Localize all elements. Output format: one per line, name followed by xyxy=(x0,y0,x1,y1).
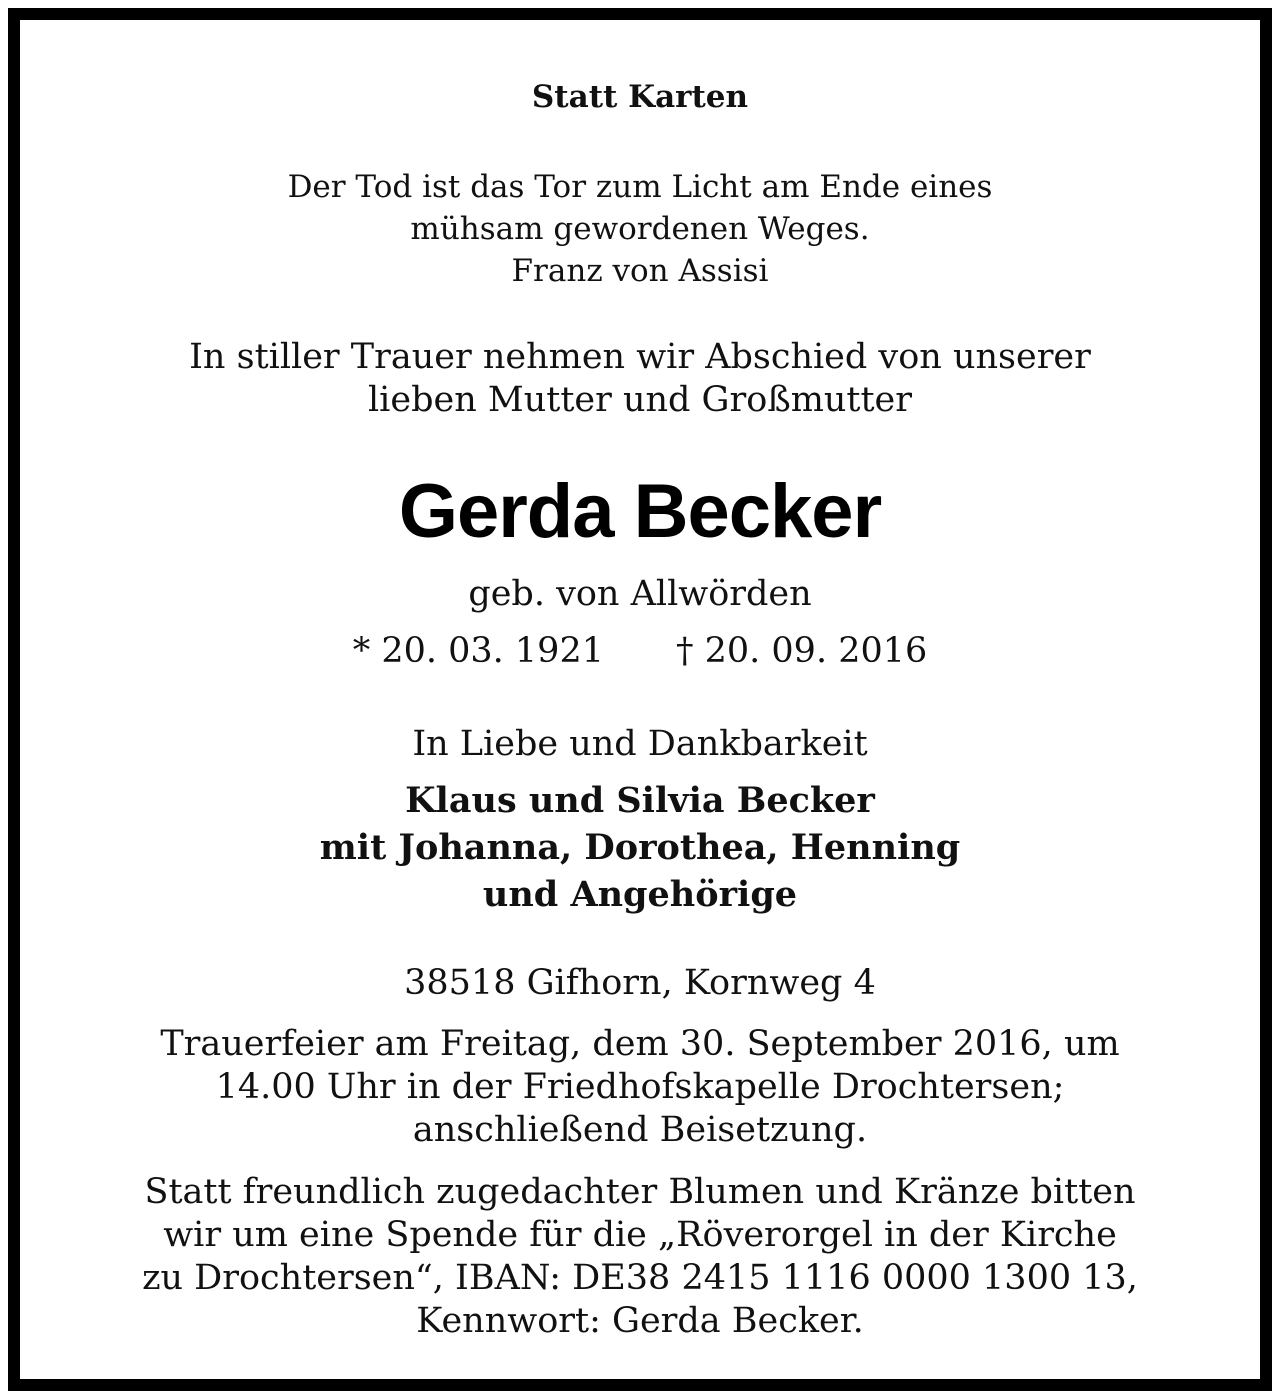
donation-line-3: zu Drochtersen“, IBAN: DE38 2415 1116 0000 1300 13, xyxy=(142,1258,1138,1298)
ceremony-line-2: 14.00 Uhr in der Friedhofskapelle Drochtersen; xyxy=(215,1067,1065,1107)
mourners-line-2: mit Johanna, Dorothea, Henning xyxy=(319,827,961,868)
intro-line-1: In stiller Trauer nehmen wir Abschied von unserer xyxy=(189,337,1091,377)
donation-line-2: wir um eine Spende für die „Röverorgel in der Kirche xyxy=(163,1215,1117,1255)
header-title: Statt Karten xyxy=(531,79,749,115)
deceased-name: Gerda Becker xyxy=(398,469,882,554)
quote-line-1: Der Tod ist das Tor zum Licht am Ende eines xyxy=(287,169,993,205)
quote-author: Franz von Assisi xyxy=(511,253,769,289)
donation-line-4: Kennwort: Gerda Becker. xyxy=(416,1301,864,1341)
death-date: † 20. 09. 2016 xyxy=(676,631,928,671)
mourners-line-1: Klaus und Silvia Becker xyxy=(405,780,875,821)
ceremony-line-1: Trauerfeier am Freitag, dem 30. September 2016, um xyxy=(160,1024,1120,1064)
life-dates xyxy=(20,631,1260,671)
ceremony-line-3: anschließend Beisetzung. xyxy=(412,1110,868,1150)
mourners-intro: In Liebe und Dankbarkeit xyxy=(412,724,868,764)
quote-line-2: mühsam gewordenen Weges. xyxy=(410,211,870,247)
mourners-line-3: und Angehörige xyxy=(482,874,798,915)
donation-line-1: Statt freundlich zugedachter Blumen und Kränze bitten xyxy=(144,1172,1136,1212)
address: 38518 Gifhorn, Kornweg 4 xyxy=(404,963,876,1003)
obituary-notice xyxy=(8,8,1272,1391)
intro-line-2: lieben Mutter und Großmutter xyxy=(367,380,913,420)
maiden-name: geb. von Allwörden xyxy=(468,574,812,614)
birth-date: * 20. 03. 1921 xyxy=(352,631,604,671)
